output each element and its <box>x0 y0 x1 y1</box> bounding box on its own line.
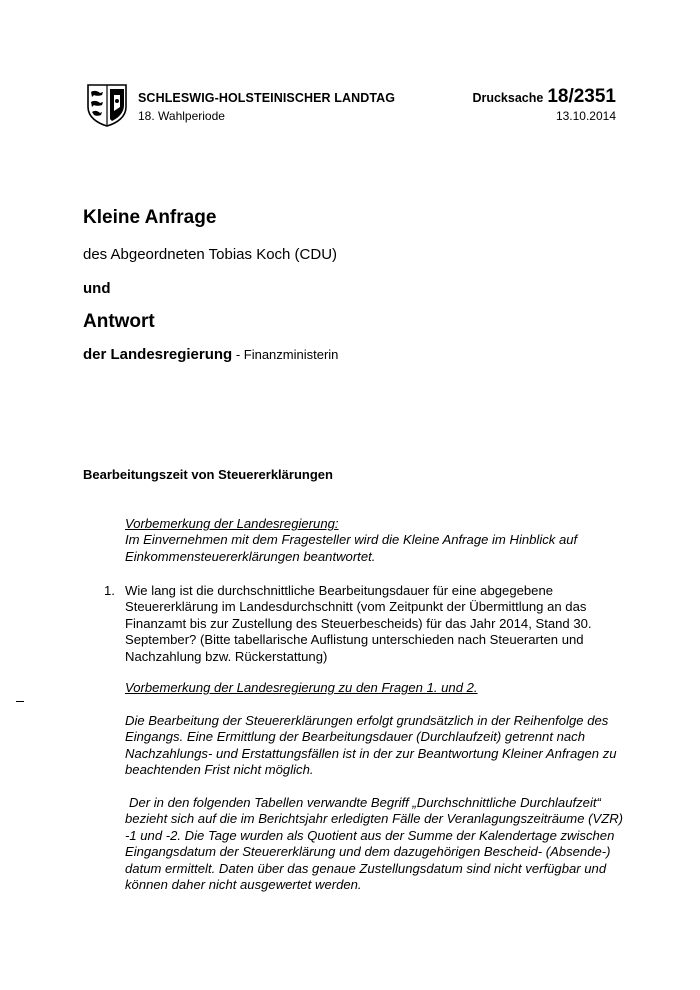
remark-questions-heading <box>125 680 625 696</box>
margin-mark <box>16 701 24 702</box>
drucksache-block <box>472 86 616 108</box>
parliament-name: SCHLESWIG-HOLSTEINISCHER LANDTAG <box>138 91 396 105</box>
preliminary-remark-heading: Vorbemerkung der Landesregierung: <box>125 516 339 531</box>
document-date: 13.10.2014 <box>555 109 616 123</box>
preliminary-remark-text: Im Einvernehmen mit dem Fragesteller wird die Kleine Anfrage im Hinblick auf Einkommensteuererklärungen beantwortet. <box>125 532 578 564</box>
author-line: des Abgeordneten Tobias Koch (CDU) <box>83 246 338 263</box>
remark-paragraph-2: Der in den folgenden Tabellen verwandte Begriff „Durchschnittliche Durchlaufzeit“ bezieht sich auf die im Berichtsjahr erledigten Fälle der Veranlagungszeiträume (VZR) -1 und -2. Die Tage wurden als Quotient aus der Summe der Kalendertage zwischen Eingangsdatum der Steuererklärung und dem dazugehörigen Bescheid- (Absende-) datum ermittelt. Daten über das genaue Zustellungsdatum sind nicht verfügbar und können daher nicht ausgewertet werden. <box>125 795 624 893</box>
drucksache-number: 18/2351 <box>547 86 616 107</box>
responder-name: der Landesregierung <box>83 346 233 363</box>
subject-heading: Bearbeitungszeit von Steuererklärungen <box>83 467 333 482</box>
responder-separator: - <box>232 347 244 362</box>
preliminary-remark <box>125 516 625 565</box>
coat-of-arms-icon <box>86 83 128 127</box>
question-text: Wie lang ist die durchschnittliche Bearbeitungsdauer für eine abgegebene Steuererklärung im Landesdurchschnitt (vom Zeitpunkt der Übermittlung an das Finanzamt bis zur Zustellung des Steuerbescheids) für das Jahr 2014, Stand 30. September? (Bitte tabellarische Auflistung unterschieden nach Steuerarten und Nachzahlung bzw. Rückerstattung) <box>125 583 592 664</box>
kleine-anfrage-heading: Kleine Anfrage <box>83 207 217 228</box>
question-number: 1. <box>104 583 115 598</box>
remark-questions-heading-text: Vorbemerkung der Landesregierung zu den Fragen 1. und 2. <box>125 680 478 695</box>
antwort-heading: Antwort <box>83 311 155 332</box>
responder-line <box>83 346 338 363</box>
remark-paragraph-1: Die Bearbeitung der Steuererklärungen erfolgt grundsätzlich in der Reihenfolge des Eingangs. Eine Ermittlung der Bearbeitungsdauer (Durchlaufzeit) getrennt nach Nachzahlungs- und Erstattungsfällen ist in der zur Beantwortung Kleiner Anfragen zu beachtenden Frist nicht möglich. <box>125 713 617 778</box>
und-line: und <box>83 280 111 297</box>
legislative-period: 18. Wahlperiode <box>138 109 225 123</box>
ministry-name: Finanzministerin <box>243 347 339 362</box>
drucksache-label: Drucksache <box>472 91 544 105</box>
